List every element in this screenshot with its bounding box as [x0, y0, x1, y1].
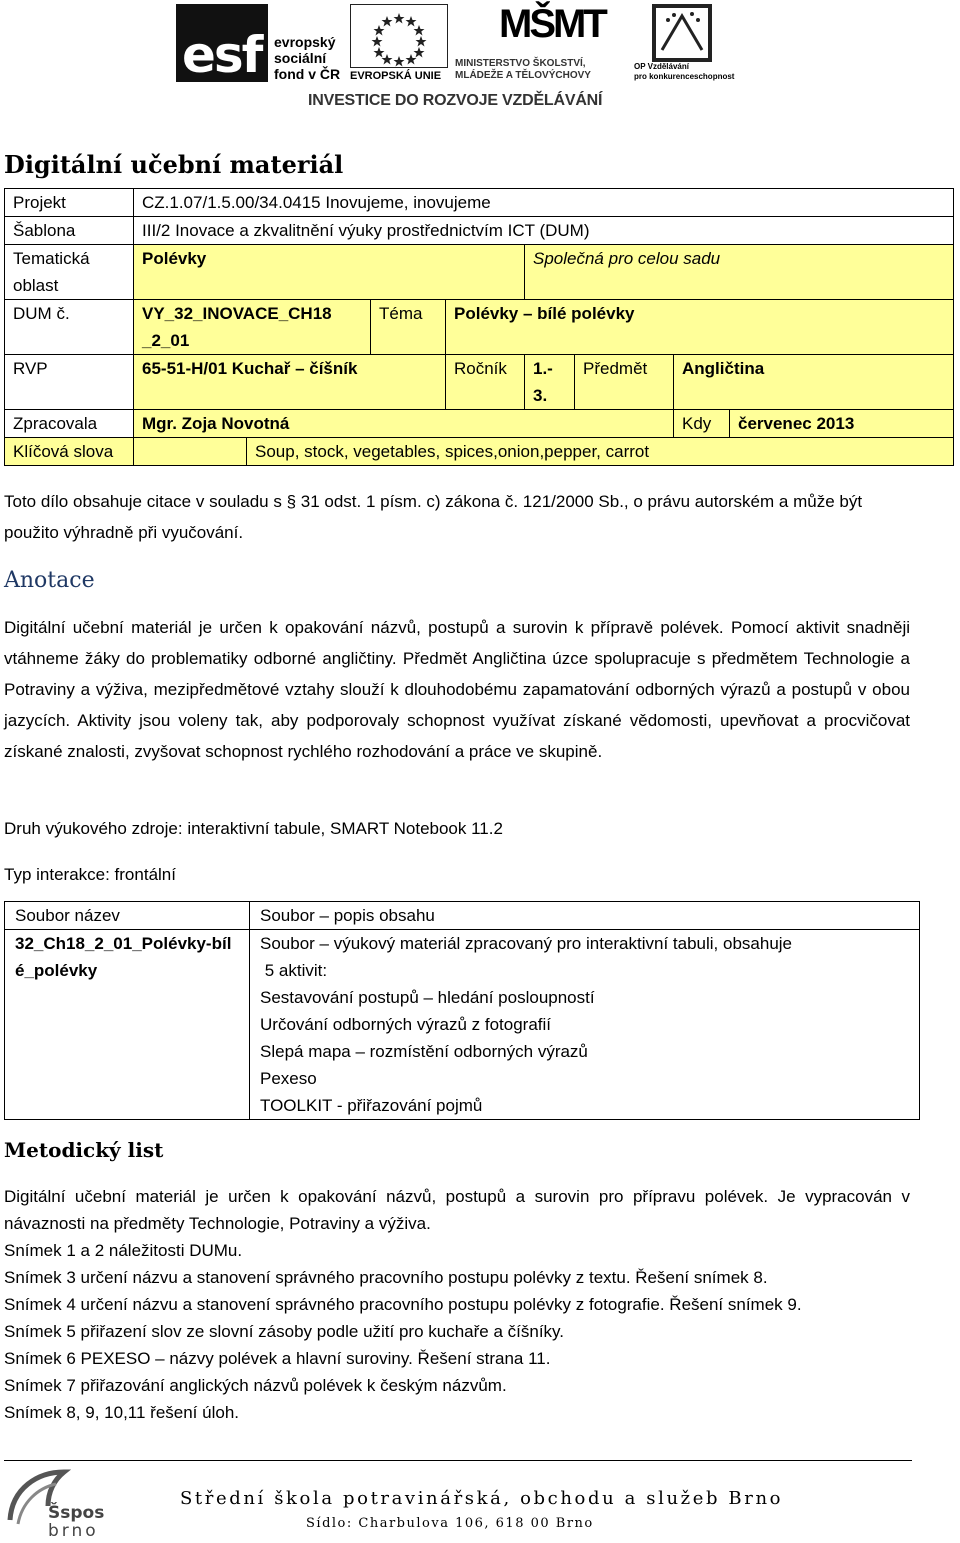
col-header-popis: Soubor – popis obsahu — [250, 902, 920, 930]
op-logo: OP Vzdělávání pro konkurenceschopnost — [634, 4, 744, 84]
dum-label: DUM č. — [5, 300, 134, 355]
svg-text:brno: brno — [48, 1521, 99, 1540]
typ-text: Typ interakce: frontální — [4, 865, 176, 884]
kdy-value: červenec 2013 — [730, 410, 954, 438]
msmt-logo: MŠMT MINISTERSTVO ŠKOLSTVÍ, MLÁDEŽE A TĚLOVÝCHOVY — [455, 2, 605, 81]
klicova-value: Soup, stock, vegetables, spices,onion,pepper, carrot — [247, 438, 954, 466]
anotace-heading: Anotace — [4, 568, 95, 593]
projekt-label: Projekt — [5, 189, 134, 217]
footer-divider — [4, 1460, 912, 1461]
school-name: Střední škola potravinářská, obchodu a služeb Brno — [180, 1488, 784, 1509]
row-sablona — [5, 217, 954, 245]
list-item: Digitální učební materiál je určen k opakování názvů, postupů a surovin pro přípravu polévek. Je vypracován v návaznosti na předměty Technologie, Potraviny a výživa. — [4, 1187, 910, 1233]
citace-text: Toto dílo obsahuje citace v souladu s § 31 odst. 1 písm. c) zákona č. 121/2000 Sb., o právu autorském a může být použito výhradně při vyučování. — [4, 492, 863, 542]
rvp-label: RVP — [5, 355, 134, 410]
tematicka-value: Polévky — [134, 245, 525, 300]
zpracovala-value: Mgr. Zoja Novotná — [134, 410, 674, 438]
sablona-label: Šablona — [5, 217, 134, 245]
list-item: Snímek 3 určení názvu a stanovení správného pracovního postupu polévky z textu. Řešení snímek 8. — [4, 1268, 768, 1287]
rocnik-label: Ročník — [446, 355, 525, 410]
list-item: Snímek 4 určení názvu a stanovení správného pracovního postupu polévky z fotografie. Řešení snímek 9. — [4, 1295, 802, 1314]
sablona-value: III/2 Inovace a zkvalitnění výuky prostřednictvím ICT (DUM) — [134, 217, 954, 245]
row-dum — [5, 300, 954, 355]
eu-flag-icon — [350, 4, 448, 68]
meta-table — [4, 188, 954, 466]
row-tematicka — [5, 245, 954, 300]
list-item: Snímek 6 PEXESO – názvy polévek a hlavní suroviny. Řešení strana 11. — [4, 1349, 551, 1368]
tematicka-label: Tematická oblast — [5, 245, 134, 300]
rvp-value: 65-51-H/01 Kuchař – číšník — [134, 355, 446, 410]
files-header-row — [5, 902, 920, 930]
metodicky-list — [4, 1183, 910, 1426]
page-title: Digitální učební materiál — [4, 150, 344, 179]
files-table — [4, 901, 920, 1120]
rocnik-value: 1.-3. — [525, 355, 575, 410]
file-name: 32_Ch18_2_01_Polévky-bílé_polévky — [5, 930, 250, 1120]
kdy-label: Kdy — [674, 410, 730, 438]
predmet-value: Angličtina — [674, 355, 954, 410]
list-item: Snímek 1 a 2 náležitosti DUMu. — [4, 1241, 243, 1260]
klicova-label: Klíčová slova — [5, 438, 134, 466]
files-row — [5, 930, 920, 1120]
esf-logo: esf evropský sociální fond v ČR — [176, 4, 348, 84]
zpracovala-label: Zpracovala — [5, 410, 134, 438]
anotace-text: Digitální učební materiál je určen k opakování názvů, postupů a surovin k přípravě polévek. Pomocí aktivit snadněji vtáhneme žáky do problematiky odborné angličtiny. Předmět Angličtina úzce spolupracuje s předmětem Technologie a Potraviny a výživa, mezipředmětové vztahy slouží k dlouhodobému zapamatování odborných výrazů a postupů v obou jazycích. Aktivity jsou voleny tak, aby podporovaly schopnost využívat získané vědomosti, upevňovat a procvičovat získané znalosti, zvyšovat schopnost rychlého rozhodování a práce ve skupině. — [4, 618, 910, 761]
investice-slogan: INVESTICE DO ROZVOJE VZDĚLÁVÁNÍ — [308, 92, 603, 109]
predmet-label: Předmět — [575, 355, 674, 410]
svg-text:Šspos: Šspos — [48, 1503, 105, 1523]
col-header-nazev: Soubor název — [5, 902, 250, 930]
list-item: Snímek 8, 9, 10,11 řešení úloh. — [4, 1403, 239, 1422]
row-rvp — [5, 355, 954, 410]
metodicky-heading: Metodický list — [4, 1138, 164, 1162]
list-item: Snímek 5 přiřazení slov ze slovní zásoby podle užití pro kuchaře a číšníky. — [4, 1322, 565, 1341]
druh-text: Druh výukového zdroje: interaktivní tabule, SMART Notebook 11.2 — [4, 819, 503, 838]
tema-label: Téma — [371, 300, 446, 355]
dum-value: VY_32_INOVACE_CH18 _2_01 — [134, 300, 371, 355]
header-logos — [0, 0, 960, 120]
row-zpracovala — [5, 410, 954, 438]
row-klicova — [5, 438, 954, 466]
row-projekt — [5, 189, 954, 217]
projekt-value: CZ.1.07/1.5.00/34.0415 Inovujeme, inovujeme — [134, 189, 954, 217]
list-item: Snímek 7 přiřazování anglických názvů polévek k českým názvům. — [4, 1376, 507, 1395]
school-logo-icon — [4, 1466, 122, 1540]
tema-value: Polévky – bílé polévky — [446, 300, 954, 355]
school-address: Sídlo: Charbulova 106, 618 00 Brno — [306, 1516, 594, 1531]
file-description: Soubor – výukový materiál zpracovaný pro interaktivní tabuli, obsahuje 5 aktivit: Sestavování postupů – hledání posloupností Určování odborných výrazů z fotografií Slepá mapa – rozmístění odborných výrazů Pexeso TOOLKIT - přiřazování pojmů — [250, 930, 920, 1120]
spolecna-note: Společná pro celou sadu — [525, 245, 954, 300]
eu-logo: EVROPSKÁ UNIE — [350, 4, 450, 84]
op-graphic-icon — [652, 4, 712, 62]
